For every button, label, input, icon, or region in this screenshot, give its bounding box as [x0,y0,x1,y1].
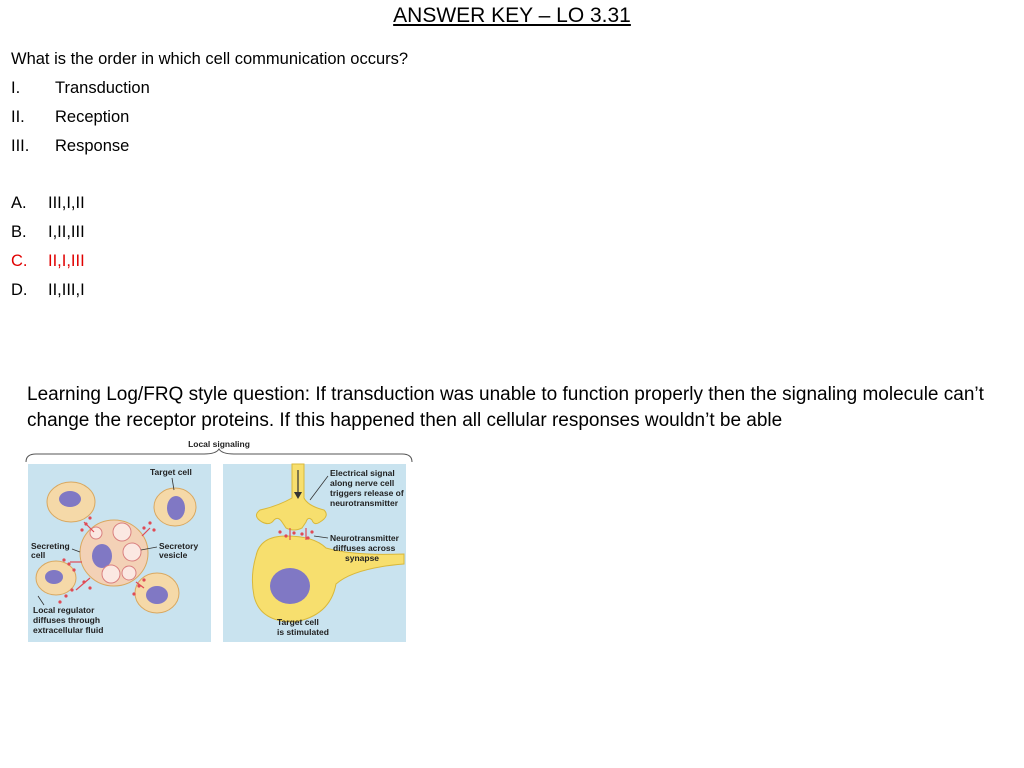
answer-choice-d [11,281,85,300]
label-local-regulator-2: diffuses through [33,615,101,625]
nucleus [45,570,63,584]
label-neurotransmitter-1: Neurotransmitter [330,533,399,543]
choice-text: II,III,I [48,281,85,299]
question-text: What is the order in which cell communication occurs? [11,50,409,68]
answer-choice-c-correct [11,252,85,271]
label-local-regulator-1: Local regulator [33,605,95,615]
label-target-cell-1: Target cell [277,617,319,627]
secretory-vesicle [113,523,131,541]
roman-item-text: Reception [55,108,130,126]
label-electrical-signal-2: along nerve cell [330,478,395,488]
label-electrical-signal-1: Electrical signal [330,468,395,478]
choice-text: I,II,III [48,223,85,241]
page-title: ANSWER KEY – LO 3.31 [393,4,631,27]
local-signaling-figure [24,436,414,646]
learning-log-text: Learning Log/FRQ style question: If transduction was unable to function properly then the signaling molecule can’t change the receptor proteins. If this happened then all cellular responses wouldn’t be able [27,384,984,431]
secretory-vesicle [123,543,141,561]
roman-item-3 [11,137,129,156]
choice-letter: D. [11,281,28,299]
label-neurotransmitter-3: synapse [345,553,380,563]
label-secreting-cell-2: cell [31,550,46,560]
roman-numeral: I. [11,79,21,97]
answer-choice-b [11,223,85,242]
nucleus [167,496,185,520]
label-secretory-vesicle-2: vesicle [159,550,188,560]
secretory-vesicle [102,565,120,583]
figure-header: Local signaling [188,439,250,449]
roman-numeral: III. [11,137,30,155]
roman-numeral: II. [11,108,25,126]
label-target-cell-2: is stimulated [277,627,329,637]
label-secretory-vesicle-1: Secretory [159,541,199,551]
nucleus [146,586,168,604]
roman-item-text: Response [55,137,130,155]
answer-choice-a [11,194,85,213]
nucleus [59,491,81,507]
label-secreting-cell-1: Secreting [31,541,70,551]
nucleus [92,544,112,568]
label-target-cell: Target cell [150,467,192,477]
header-brace [26,449,412,462]
roman-item-2 [11,108,129,127]
label-neurotransmitter-2: diffuses across [333,543,396,553]
choice-text: II,I,III [48,252,85,270]
secretory-vesicle [90,527,102,539]
label-local-regulator-3: extracellular fluid [33,625,104,635]
label-electrical-signal-4: neurotransmitter [330,498,399,508]
secretory-vesicle [122,566,136,580]
nucleus [270,568,310,604]
roman-item-1 [11,79,150,98]
choice-letter: B. [11,223,27,241]
label-electrical-signal-3: triggers release of [330,488,404,498]
choice-letter: A. [11,194,27,212]
choice-text: III,I,II [48,194,85,212]
roman-item-text: Transduction [55,79,150,97]
choice-letter: C. [11,252,28,270]
